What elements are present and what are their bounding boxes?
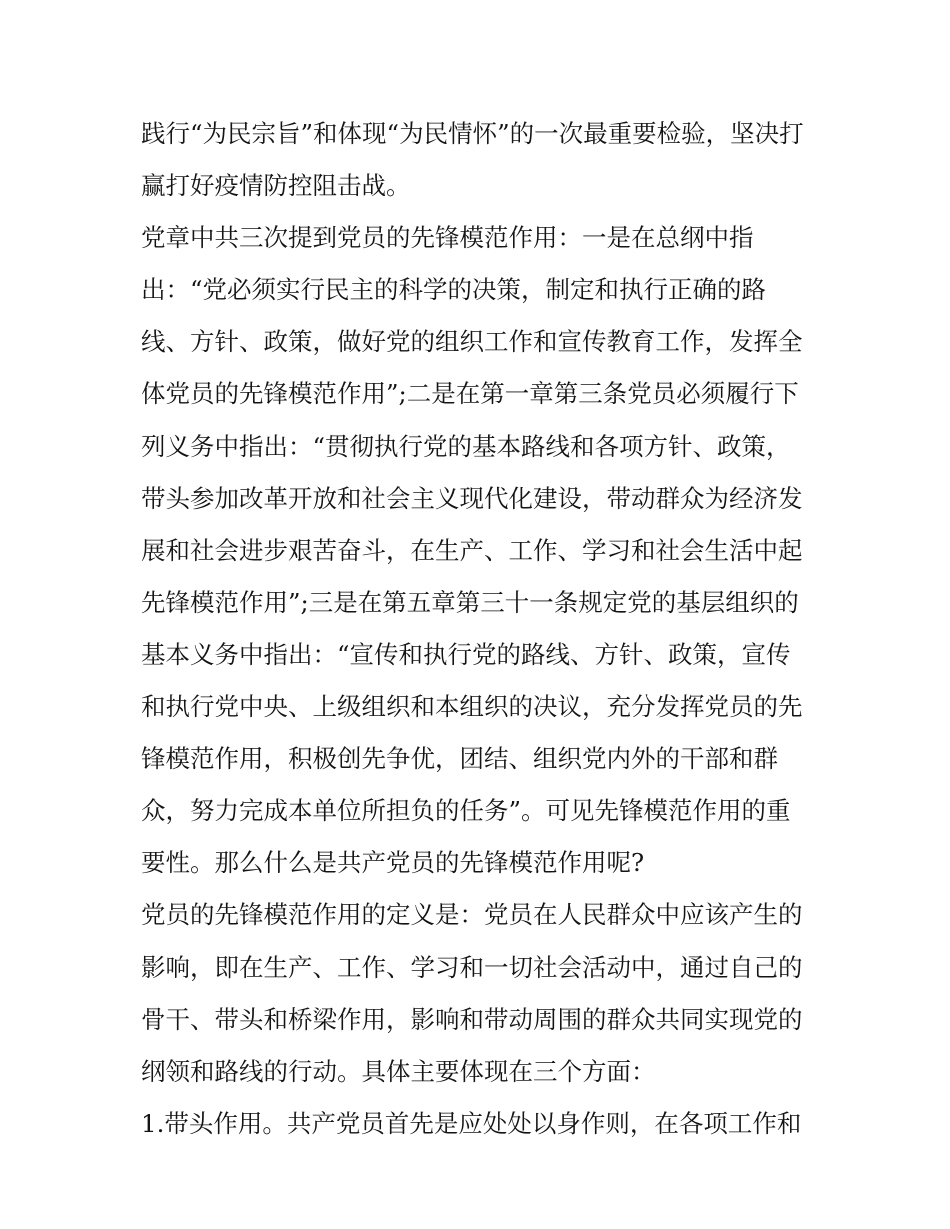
text-line: 骨干、带头和桥梁作用，影响和带动周围的群众共同实现党的: [141, 1004, 803, 1034]
text-line: 要性。那么什么是共产党员的先锋模范作用呢?: [141, 848, 645, 878]
text-line: 践行“为民宗旨”和体现“为民情怀”的一次最重要检验，坚决打: [141, 119, 804, 148]
text-line: 出：“党必须实行民主的科学的决策，制定和执行正确的路: [141, 275, 767, 305]
text-line: 党章中共三次提到党员的先锋模范作用：一是在总纲中指: [141, 223, 754, 253]
text-line: 纲领和路线的行动。具体主要体现在三个方面：: [141, 1056, 656, 1086]
text-line: 基本义务中指出：“宣传和执行党的路线、方针、政策，宣传: [141, 639, 791, 669]
text-line: 1.带头作用。共产党员首先是应处处以身作则，在各项工作和: [141, 1108, 802, 1138]
text-line: 和执行党中央、上级组织和本组织的决议，充分发挥党员的先: [141, 692, 803, 722]
text-line: 带头参加改革开放和社会主义现代化建设，带动群众为经济发: [141, 483, 803, 513]
text-line: 先锋模范作用”;三是在第五章第三十一条规定党的基层组织的: [141, 587, 799, 617]
text-line: 锋模范作用，积极创先争优，团结、组织党内外的干部和群: [141, 744, 778, 774]
text-line: 展和社会进步艰苦奋斗，在生产、工作、学习和社会生活中起: [141, 535, 803, 565]
text-line: 体党员的先锋模范作用”;二是在第一章第三条党员必须履行下: [141, 379, 799, 409]
text-line: 列义务中指出：“贯彻执行党的基本路线和各项方针、政策，: [141, 431, 791, 461]
text-line: 党员的先锋模范作用的定义是：党员在人民群众中应该产生的: [141, 900, 803, 930]
text-line: 众，努力完成本单位所担负的任务”。可见先锋模范作用的重: [141, 796, 791, 826]
text-line: 赢打好疫情防控阻击战。: [141, 171, 411, 201]
text-line: 影响，即在生产、工作、学习和一切社会活动中，通过自己的: [141, 952, 803, 982]
document-body: [141, 108, 821, 1150]
text-line: 线、方针、政策，做好党的组织工作和宣传教育工作，发挥全: [141, 327, 803, 357]
